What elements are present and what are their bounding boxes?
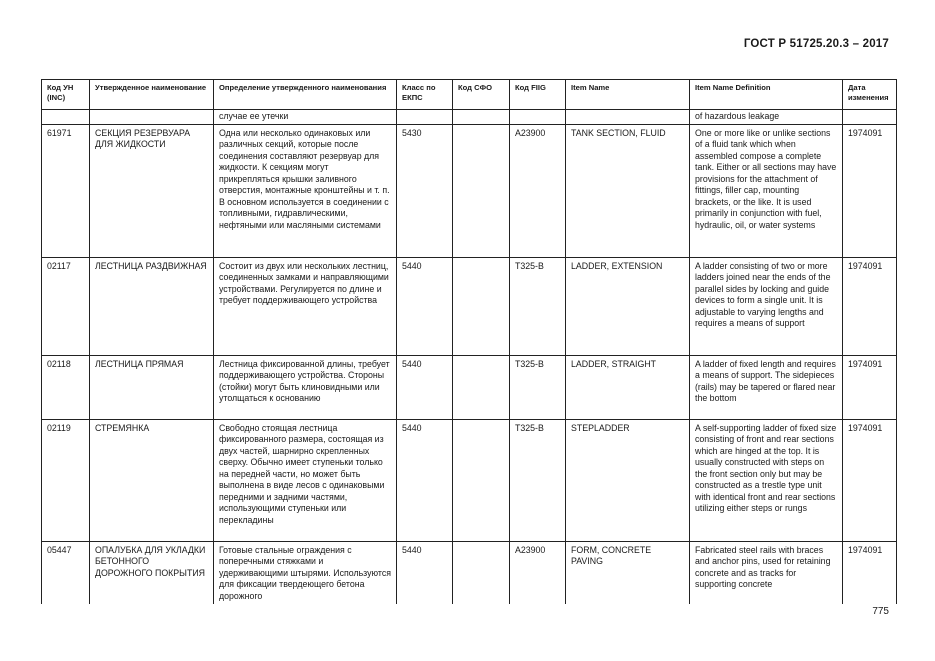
cell-item-name: LADDER, STRAIGHT: [566, 355, 690, 419]
cell-item-name: FORM, CONCRETE PAVING: [566, 541, 690, 604]
cell-inc: 02118: [42, 355, 90, 419]
cell-definition-en: A ladder of fixed length and requires a means of support. The sidepieces (rails) may be tapered or flared near the bottom: [690, 355, 843, 419]
cell-fiig: T325-B: [510, 355, 566, 419]
continuation-row: [42, 110, 897, 125]
table-row: [42, 124, 897, 257]
col-header-name-ru: Утвержденное наименование: [90, 80, 214, 110]
cell-item-name: STEPLADDER: [566, 419, 690, 541]
cell-name-ru: ЛЕСТНИЦА РАЗДВИЖНАЯ: [90, 257, 214, 355]
table-row: [42, 355, 897, 419]
table-row: [42, 257, 897, 355]
cell-definition-ru: Состоит из двух или нескольких лестниц, соединенных замками и направляющими устройствами. Регулируется по длине и требует поддерживающего устройства: [214, 257, 397, 355]
cell-name-ru: ЛЕСТНИЦА ПРЯМАЯ: [90, 355, 214, 419]
page-number: 775: [872, 606, 889, 617]
cell-inc: 61971: [42, 124, 90, 257]
cell-name-ru: ОПАЛУБКА ДЛЯ УКЛАДКИ БЕТОННОГО ДОРОЖНОГО ПОКРЫТИЯ: [90, 541, 214, 604]
cell-ekps: 5440: [397, 419, 453, 541]
col-header-definition-ru: Определение утвержденного наименования: [214, 80, 397, 110]
cell-fiig: A23900: [510, 124, 566, 257]
col-header-ekps: Класс по ЕКПС: [397, 80, 453, 110]
cell-definition-en: of hazardous leakage: [690, 110, 843, 125]
cell-sfo: [453, 257, 510, 355]
cell-definition-ru: Свободно стоящая лестница фиксированного размера, состоящая из двух частей, шарнирно скрепленных сверху. Обычно имеет ступеньки только на передней части, но может быть выполнена в виде лесов с одинаковыми передними и задними частями, использующими ступеньки или перекладины: [214, 419, 397, 541]
cell-item-name: LADDER, EXTENSION: [566, 257, 690, 355]
cell-date: 1974091: [843, 419, 897, 541]
cell-definition-ru: Одна или несколько одинаковых или различных секций, которые после соединения составляют резервуар для жидкости. К секциям могут прикрепляться крышки заливного отверстия, монтажные кронштейны и т. п. В основном используется в соединении с топливными, гидравлическими, нефтяными или масляными системами: [214, 124, 397, 257]
cell-date: 1974091: [843, 124, 897, 257]
col-header-date: Дата изменения: [843, 80, 897, 110]
cell-fiig: T325-B: [510, 419, 566, 541]
cell-fiig: A23900: [510, 541, 566, 604]
cell-definition-en: Fabricated steel rails with braces and anchor pins, used for retaining concrete and as tracks for supporting concrete: [690, 541, 843, 604]
cell-inc: 05447: [42, 541, 90, 604]
cell-fiig: T325-B: [510, 257, 566, 355]
table-row: [42, 541, 897, 604]
cell-name-ru: СТРЕМЯНКА: [90, 419, 214, 541]
cell-definition-en: A ladder consisting of two or more ladders joined near the ends of the parallel sides by locking and guide devices to form a single unit. It is adjustable to varying lengths and requires a means of support: [690, 257, 843, 355]
cell-inc: 02119: [42, 419, 90, 541]
col-header-fiig: Код FIIG: [510, 80, 566, 110]
cell-sfo: [453, 419, 510, 541]
col-header-item-name: Item Name: [566, 80, 690, 110]
col-header-inc: Код УН (INC): [42, 80, 90, 110]
cell-definition-ru: Готовые стальные ограждения с поперечными стяжками и удерживающими штырями. Используются для фиксации твердеющего бетона дорожного: [214, 541, 397, 604]
cell-ekps: 5440: [397, 541, 453, 604]
classification-table: [41, 79, 897, 604]
cell-date: 1974091: [843, 257, 897, 355]
cell-sfo: [453, 541, 510, 604]
cell-definition-en: One or more like or unlike sections of a fluid tank which when assembled compose a complete tank. Either or all sections may have provisions for the attachment of fittings, filler cap, mounting brackets, or the like. It is used primarily in conjunction with fuel, hydraulic, oil, or water systems: [690, 124, 843, 257]
document-code: ГОСТ Р 51725.20.3 – 2017: [743, 38, 889, 50]
cell-name-ru: СЕКЦИЯ РЕЗЕРВУАРА ДЛЯ ЖИДКОСТИ: [90, 124, 214, 257]
col-header-definition-en: Item Name Definition: [690, 80, 843, 110]
cell-definition-ru: Лестница фиксированной длины, требует поддерживающего устройства. Стороны (стойки) могут быть клиновидными или утолщаться к основанию: [214, 355, 397, 419]
header-row: [42, 80, 897, 110]
cell-ekps: 5440: [397, 257, 453, 355]
cell-sfo: [453, 355, 510, 419]
cell-definition-ru: случае ее утечки: [214, 110, 397, 125]
cell-date: 1974091: [843, 541, 897, 604]
cell-definition-en: A self-supporting ladder of fixed size consisting of front and rear sections which are hinged at the top. It is usually constructed with steps on the front section only but may be constructed as a trestle type unit with identical front and rear sections utilizing either steps or rungs: [690, 419, 843, 541]
cell-date: 1974091: [843, 355, 897, 419]
table-row: [42, 419, 897, 541]
cell-sfo: [453, 124, 510, 257]
cell-inc: 02117: [42, 257, 90, 355]
cell-item-name: TANK SECTION, FLUID: [566, 124, 690, 257]
cell-ekps: 5430: [397, 124, 453, 257]
col-header-sfo: Код СФО: [453, 80, 510, 110]
cell-ekps: 5440: [397, 355, 453, 419]
